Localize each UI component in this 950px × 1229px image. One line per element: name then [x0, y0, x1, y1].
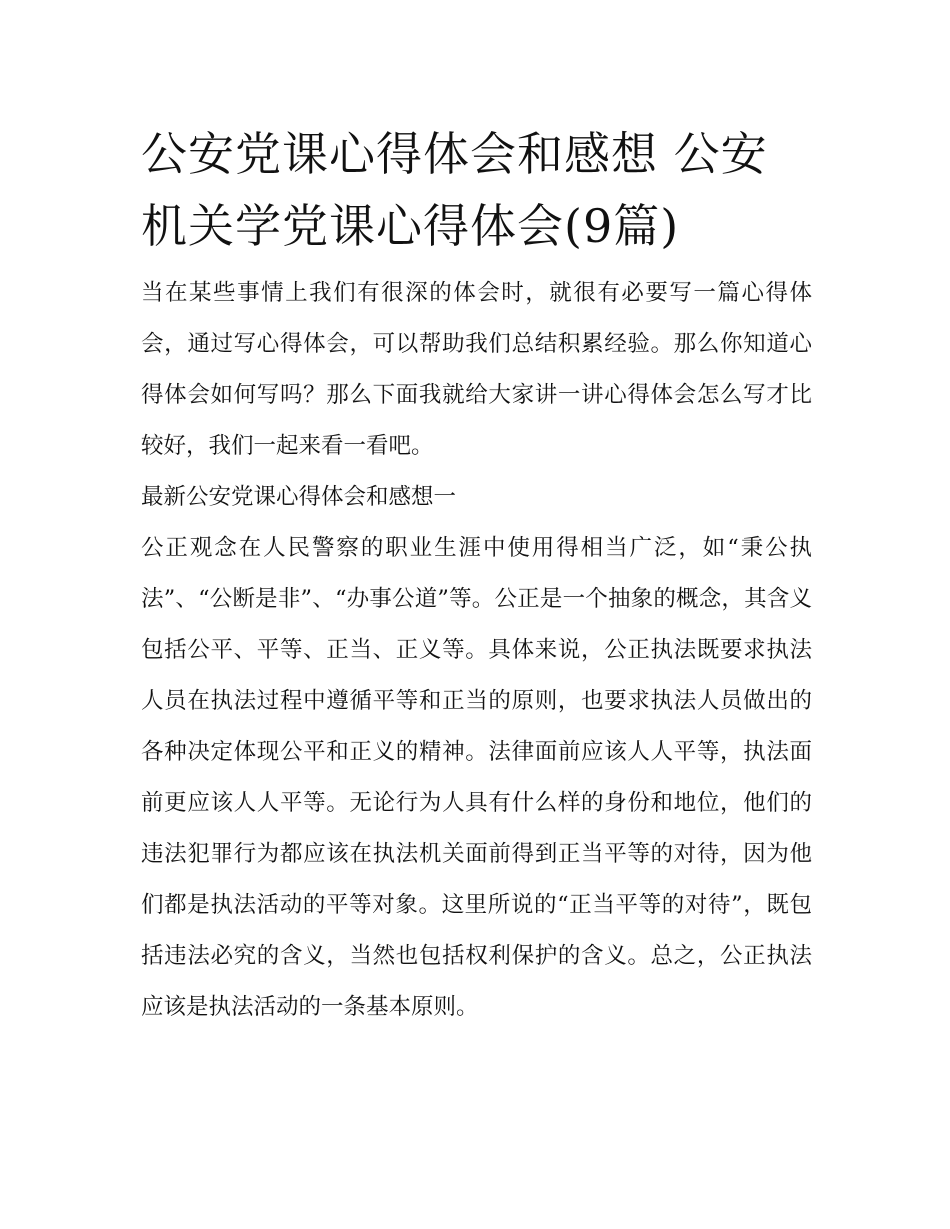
document-title: 公安党课心得体会和感想 公安机关学党课心得体会(9篇): [141, 127, 768, 253]
section-paragraph: 公正观念在人民警察的职业生涯中使用得相当广泛，如“秉公执法”、“公断是非”、“办事公道”等。公正是一个抽象的概念，其含义包括公平、平等、正当、正义等。具体来说，公正执法既要求执法人员在执法过程中遵循平等和正当的原则，也要求执法人员做出的各种决定体现公平和正义的精神。法律面前应该人人平等，执法面前更应该人人平等。无论行为人具有什么样的身份和地位，他们的违法犯罪行为都应该在执法机关面前得到正当平等的对待，因为他们都是执法活动的平等对象。这里所说的“正当平等的对待”，既包括违法必究的含义，当然也包括权利保护的含义。总之，公正执法应该是执法活动的一条基本原则。: [141, 535, 812, 1020]
document-body: [141, 268, 812, 1033]
section-heading: 最新公安党课心得体会和感想一: [141, 484, 457, 510]
intro-paragraph: 当在某些事情上我们有很深的体会时，就很有必要写一篇心得体会，通过写心得体会，可以帮助我们总结积累经验。那么你知道心得体会如何写吗？那么下面我就给大家讲一讲心得体会怎么写才比较好，我们一起来看一看吧。: [141, 280, 812, 459]
